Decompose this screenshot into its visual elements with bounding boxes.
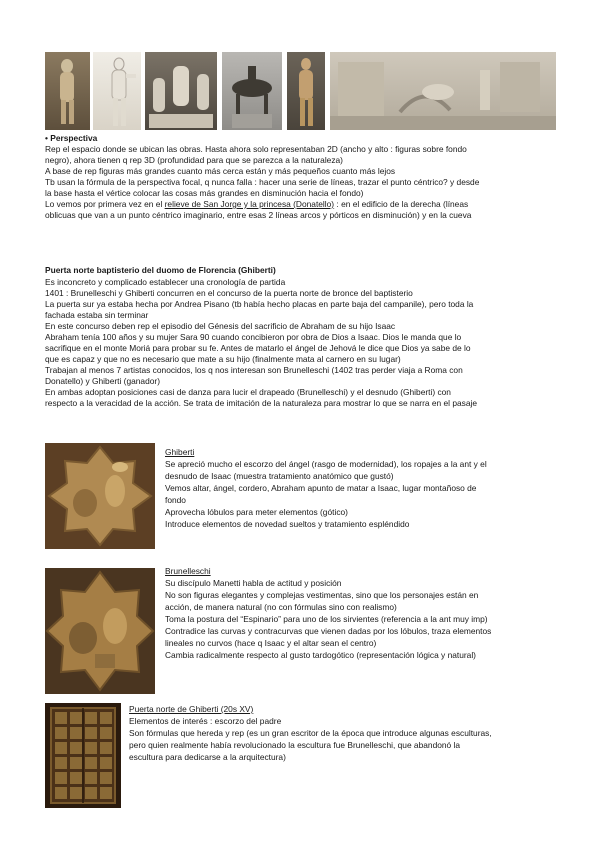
puerta-line: La puerta sur ya estaba hecha por Andrea Pisano (tb había hecho placas en parte baja del campanile), pero toda la: [45, 299, 474, 309]
statue-figure-icon: [93, 52, 141, 130]
statue-figure-icon: [45, 52, 90, 130]
ghiberti-line: fondo: [165, 495, 186, 505]
puerta-norte-title: Puerta norte de Ghiberti (20s XV): [129, 704, 254, 714]
puerta-line: respecto a la veracidad de la acción. Se trata de imitación de la naturaleza para mostrar lo que se narra en el pasaje: [45, 398, 478, 408]
san-jorge-link[interactable]: relieve de San Jorge y la princesa (Donatello): [164, 199, 335, 209]
north-door-image: [45, 703, 121, 808]
perspectiva-line: Rep el espacio donde se ubican las obras. Hasta ahora solo representaban 2D (ancho y alto : figuras sobre fondo: [45, 144, 467, 154]
puerta-norte-line: Elementos de interés : escorzo del padre: [129, 716, 282, 726]
puerta-line: Abraham tenía 100 años y su mujer Sara 90 cuando concibieron por obra de Dios a Isaac. Dios le manda que lo: [45, 332, 462, 342]
brunelleschi-line: Su discípulo Manetti habla de actitud y posición: [165, 578, 342, 588]
puerta-heading: Puerta norte baptisterio del duomo de Florencia (Ghiberti): [45, 265, 276, 275]
horse-rider-icon: [222, 52, 282, 130]
equestrian-statue-image: [222, 52, 282, 130]
puerta-line: Es inconcreto y complicado establecer una cronología de partida: [45, 277, 286, 287]
relief-scene-icon: [330, 52, 556, 130]
puerta-line: sacrifique en el monte Moriá para probar su fe. Antes de matarlo el ángel de Jehová le dice que Dios ya sabe de lo: [45, 343, 471, 353]
brunelleschi-line: Contradice las curvas y contracurvas que vienen dadas por los lóbulos, traza elementos: [165, 626, 492, 636]
ghiberti-line: desnudo de Isaac (muestra tratamiento anatómico que gustó): [165, 471, 394, 481]
brunelleschi-line: acción, de manera natural (no con fórmulas sino con realismo): [165, 602, 397, 612]
ghiberti-line: Aprovecha lóbulos para meter elementos (gótico): [165, 507, 348, 517]
statue-apollo-image: [93, 52, 141, 130]
puerta-line: En ambas adoptan posiciones casi de danza para lucir el drapeado (Brunelleschi) y el desnudo (Ghiberti) con: [45, 387, 451, 397]
puerta-line: En este concurso deben rep el episodio del Génesis del sacrificio de Abraham de su hijo Isaac: [45, 321, 396, 331]
sculpture-group-icon: [145, 52, 217, 130]
perspectiva-line: negro), ahora tienen q rep 3D (profundidad para que se parezca a la naturaleza): [45, 155, 343, 165]
ghiberti-line: Introduce elementos de novedad sueltos y tratamiento espléndido: [165, 519, 410, 529]
perspectiva-line: la base hasta el vértice colocar las cosas más grandes en disminución hacia el fondo): [45, 188, 364, 198]
brunelleschi-panel-image: [45, 568, 155, 694]
perspectiva-line: A base de rep figuras más grandes cuanto más cerca están y más pequeños cuanto más lejos: [45, 166, 396, 176]
perspectiva-line: oblicuas que van a un punto céntrico imaginario, entre esas 2 líneas arcos y pórticos en disminución) y en la cueva: [45, 210, 472, 220]
perspectiva-heading: • Perspectiva: [45, 133, 98, 143]
puerta-line: Donatello) y Ghiberti (ganador): [45, 376, 160, 386]
puerta-norte-line: escultura para dedicarse a la arquitectura): [129, 752, 286, 762]
laocoon-group-image: [145, 52, 217, 130]
statue-adam-eve-image: [45, 52, 90, 130]
ghiberti-line: Vemos altar, ángel, cordero, Abraham apunto de matar a Isaac, lugar montañoso de: [165, 483, 477, 493]
perspectiva-line-start: Lo vemos por primera vez en el: [45, 199, 165, 209]
perspectiva-line-end: : en el edificio de la derecha (líneas: [336, 199, 469, 209]
puerta-line: 1401 : Brunelleschi y Ghiberti concurren en el concurso de la puerta norte de bronce del baptisterio: [45, 288, 413, 298]
donatello-statue-image: [287, 52, 325, 130]
statue-figure-icon: [287, 52, 325, 130]
brunelleschi-line: No son figuras elegantes y complejas vestimentas, sino que los personajes están en: [165, 590, 479, 600]
ghiberti-panel-image: [45, 443, 155, 549]
ghiberti-title: Ghiberti: [165, 447, 195, 457]
perspectiva-line: [45, 199, 468, 210]
puerta-norte-line: pero quien realmente había revolucionado la escultura fue Brunelleschi, que abandonó la: [129, 740, 461, 750]
ghiberti-line: Se apreció mucho el escorzo del ángel (rasgo de modernidad), los ropajes a la ant y el: [165, 459, 487, 469]
san-jorge-relief-image: [330, 52, 556, 130]
brunelleschi-line: Cambia radicalmente respecto al gusto tardogótico (representación lógica y natural): [165, 650, 476, 660]
brunelleschi-line: lineales no curvos (hace q Isaac y el altar sean el centro): [165, 638, 377, 648]
door-grid-icon: [45, 703, 121, 808]
puerta-line: Trabajan al menos 7 artistas conocidos, los q nos interesan son Brunelleschi (1402 tras perder viaja a Roma con: [45, 365, 463, 375]
puerta-line: que es capaz y que no es necesario que mate a su hijo (finalmente mata al carnero en su lugar): [45, 354, 401, 364]
brunelleschi-line: Toma la postura del “Espinario” para uno de los sirvientes (referencia a la ant muy imp): [165, 614, 488, 624]
puerta-norte-line: Son fórmulas que hereda y rep (es un gran escritor de la época que introduce algunas esculturas,: [129, 728, 492, 738]
perspectiva-line: Tb usan la fórmula de la perspectiva focal, q nunca falla : hacer una serie de líneas, trazar el punto céntrico? y desde: [45, 177, 480, 187]
quatrefoil-relief-icon: [45, 568, 155, 694]
puerta-line: fachada estaba sin terminar: [45, 310, 149, 320]
brunelleschi-title: Brunelleschi: [165, 566, 211, 576]
quatrefoil-relief-icon: [45, 443, 155, 549]
